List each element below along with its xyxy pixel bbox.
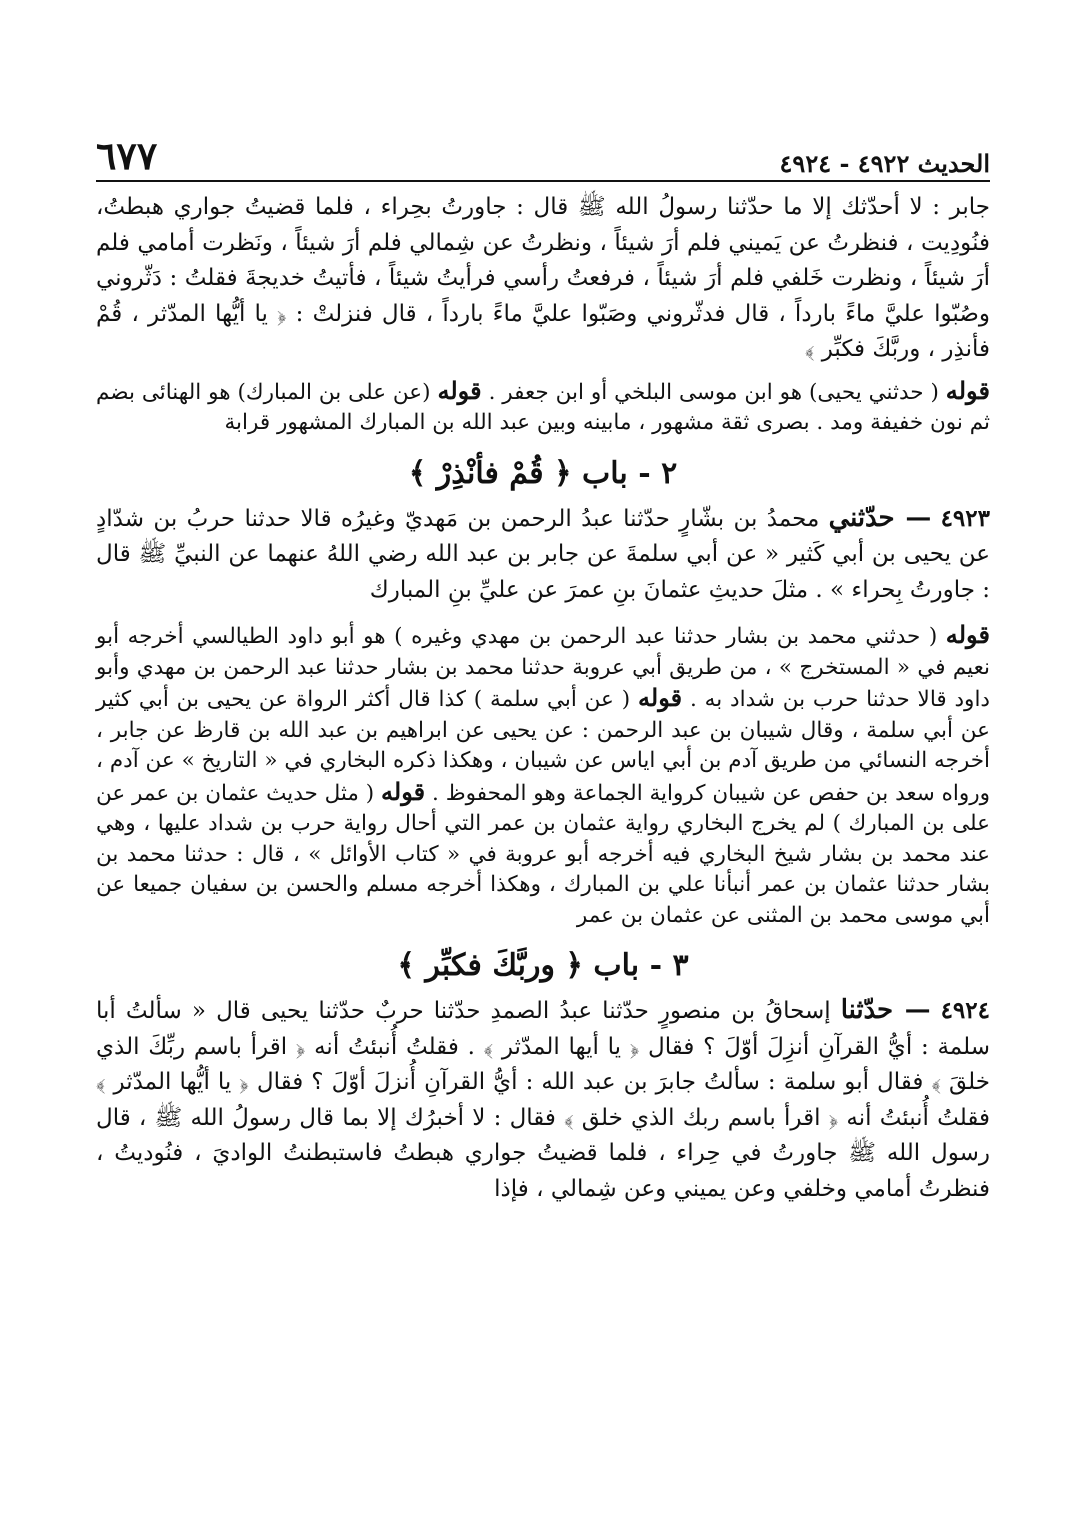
commentary-keyword: قوله [381,776,426,806]
chapter-heading: ٢ - باب ﴿ قُمْ فأنْذِرْ ﴾ [408,455,678,491]
hadith-text: إسحاقُ بن منصورٍ حدّثنا عبدُ الصمدِ حدّثنا حربٌ حدّثنا يحيى قال « سألتُ أبا سلمة : أيُّ القرآنِ أنزِلَ أوّلَ ؟ فقال ﴿ يا أيها المدّثر ﴾ . فقلتُ أُنبئتُ أنه ﴿ اقرأ باسم ربِّكَ الذي خلقَ ﴾ فقال أبو سلمة : سألتُ جابرَ بن عبد الله : أيُّ القرآنِ أُنزلَ أوّلَ ؟ فقال ﴿ يا أيُّها المدّثر ﴾ فقلتُ أُنبئتُ أنه ﴿ اقرأ باسم ربك الذي خلق ﴾ فقال : لا أخبرُك إلا بما قال رسولُ الله ﷺ ، قال رسول الله ﷺ جاورتُ في حِراء ، فلما قضيتُ جواري هبطتُ فاستبطنتُ الواديَ ، فنُوديتُ ، فنظرتُ أمامي وخلفي وعن يميني وعن شِمالي ، فإذا [96,998,990,1202]
page-number: ٦٧٧ [96,133,158,178]
hadith-text: محمدُ بن بشّارٍ حدّثنا عبدُ الرحمن بن مَهديّ وغيرُه قالا حدثنا حربُ بن شدّادٍ عن يحيى بن أبي كَثير « عن أبي سلمةَ عن جابر بن عبد الله رضي اللهُ عنهما عن النبيِّ ﷺ قال : جاورتُ بِحراء » . مثلَ حديثِ عثمانَ بنِ عمرَ عن عليِّ بنِ المبارك [96,505,990,603]
commentary-text: ( حدثني محمد بن بشار حدثنا عبد الرحمن بن مهدي وغيره ) هو أبو داود الطيالسي أخرجه أبو نعيم في « المستخرج » ، من طريق أبي عروبة حدثنا محمد بن بشار حدثنا عبد الرحمن بن مهدي وأبو داود قالا حدثنا حرب بن شداد به . [96,624,990,712]
commentary-block-1 [96,376,990,439]
commentary-keyword: قوله [437,375,482,405]
commentary-text: ( مثل حديث عثمان بن عمر عن على بن المبارك ) لم يخرج البخاري رواية عثمان بن عمر التي أحال رواية حرب بن شداد عليها ، وهي عند محمد بن بشار شيخ البخاري فيه أخرجه أبو عروبة في « كتاب الأوائل » ، قال : حدثنا محمد بن بشار حدثنا عثمان بن عمر أنبأنا علي بن المبارك ، وهكذا أخرجه مسلم والحسن بن سفيان جميعا عن أبي موسى محمد بن المثنى عن عثمان بن عمر [96,780,991,928]
running-head: الحديث ٤٩٢٢ - ٤٩٢٤ [779,149,990,178]
commentary-text: ( عن أبي سلمة ) كذا قال أكثر الرواة عن يحيى بن أبي كثير عن أبي سلمة ، وقال شيبان بن عبد الرحمن : عن يحيى عن ابراهيم بن عبد الله بن قارظ عن جابر ، أخرجه النسائي من طريق آدم بن أبي اياس عن شيبان ، وهكذا ذكره البخاري في « التاريخ » عن آدم ، ورواه سعد بن حفص عن شيبان كرواية الجماعة وهو المحفوظ . [96,687,990,806]
chapter-heading: ٣ - باب ﴿ وربَّكَ فكبِّر ﴾ [397,948,689,983]
header-rule [96,180,990,182]
hadith-number: ٤٩٢٣ [940,504,990,532]
hadith-4923 [96,501,990,609]
commentary-keyword: قوله [945,620,990,649]
commentary-keyword: قوله [637,683,683,712]
hadith-lead: — حدّثنا [840,995,931,1025]
commentary-keyword: قوله [945,375,990,405]
page-body [96,190,990,1207]
commentary-block-2 [96,620,990,931]
hadith-lead: — حدّثني [828,502,932,533]
hadith-continuation-text: جابر : لا أحدّثك إلا ما حدّثنا رسولُ الله ﷺ قال : جاورتُ بحِراء ، فلما قضيتُ جواري هبطتُ، فنُودِيت ، فنظرتُ عن يَميني فلم أرَ شيئاً ، ونظرتُ عن شِمالي فلم أرَ شيئاً ، ونَظرت أمامي فلم أرَ شيئاً ، ونظرت خَلفي فلم أرَ شيئاً ، فرفعتُ رأسي فرأيتُ شيئاً ، فأتيتُ خديجةَ فقلتُ : دَثّروني وصُبّوا عليَّ ماءً بارداً ، قال فدثّروني وصَبّوا عليَّ ماءً بارداً ، قال فنزلتْ : ﴿ يا أيُّها المدّثر ، قُمْ فأنذِر ، وربَّكَ فكبِّر ﴾ [96,194,990,362]
hadith-continuation [96,190,990,368]
page-header [96,128,990,178]
commentary-text: ( حدثني يحيى) هو ابن موسى البلخي أو ابن جعفر . [488,379,939,405]
hadith-4924 [96,993,990,1207]
hadith-number: ٤٩٢٤ [940,997,990,1024]
commentary-text: (عن على بن المبارك) هو الهنائى بضم ثم نون خفيفة ومد . بصرى ثقة مشهور ، مابينه وبين عبد الله بن المبارك المشهور قرابة [96,379,990,435]
